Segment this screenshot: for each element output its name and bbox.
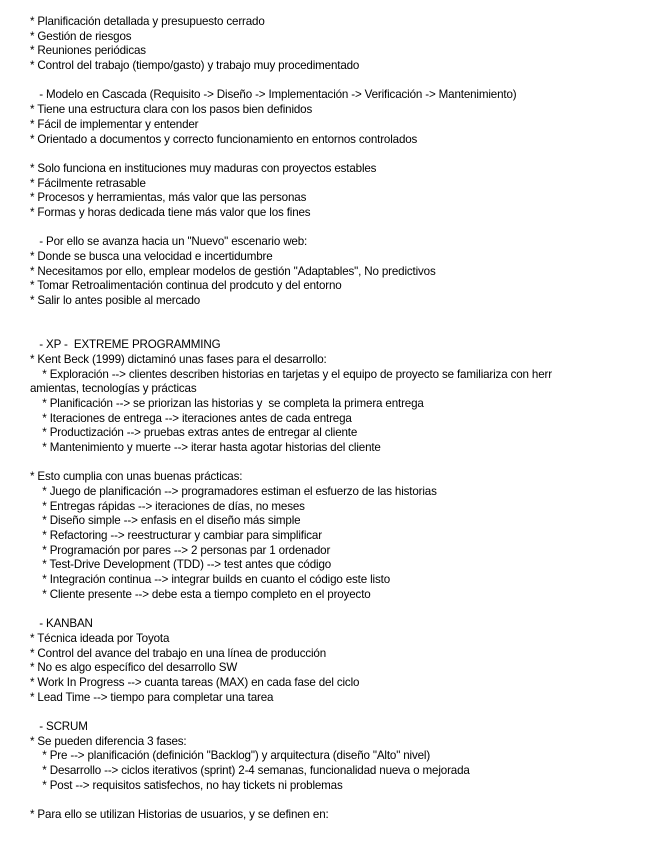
text-line: - Modelo en Cascada (Requisito -> Diseño -> Implementación -> Verificación -> Mantenimiento) [30, 88, 517, 102]
blank-line [30, 705, 655, 720]
blank-line [30, 603, 655, 618]
text-line: * Reuniones periódicas [30, 44, 146, 58]
text-line: * Work In Progress --> cuanta tareas (MAX) en cada fase del ciclo [30, 675, 360, 689]
text-line: * Refactoring --> reestructurar y cambiar para simplificar [30, 529, 322, 543]
text-line: * Kent Beck (1999) dictaminó unas fases para el desarrollo: [30, 352, 327, 366]
text-line: * Orientado a documentos y correcto funcionamiento en entornos controlados [30, 132, 418, 146]
text-line: * Lead Time --> tiempo para completar una tarea [30, 690, 274, 704]
text-line: * Programación por pares --> 2 personas par 1 ordenador [30, 543, 331, 557]
text-line: * Exploración --> clientes describen historias en tarjetas y el equipo de proyecto se familiariza con herr [30, 367, 552, 381]
text-line: * Procesos y herramientas, más valor que las personas [30, 191, 307, 205]
text-line: * Cliente presente --> debe esta a tiempo completo en el proyecto [30, 587, 371, 601]
text-line: * Fácilmente retrasable [30, 176, 146, 190]
text-line: * Tiene una estructura clara con los pasos bien definidos [30, 103, 313, 117]
text-line: * Mantenimiento y muerte --> iterar hasta agotar historias del cliente [30, 440, 381, 454]
text-line: * Planificación --> se priorizan las historias y se completa la primera entrega [30, 396, 424, 410]
text-line: * Formas y horas dedicada tiene más valor que los fines [30, 205, 311, 219]
blank-line [30, 793, 655, 808]
text-line: * Entregas rápidas --> iteraciones de días, no meses [30, 499, 305, 513]
text-line: - XP - EXTREME PROGRAMMING [30, 338, 221, 352]
document-text [30, 15, 655, 823]
text-line: * Esto cumplia con unas buenas prácticas: [30, 470, 243, 484]
text-line: * Donde se busca una velocidad e incertidumbre [30, 250, 273, 263]
text-line: * Productización --> pruebas extras antes de entregar al cliente [30, 426, 358, 440]
text-line: * Control del avance del trabajo en una línea de producción [30, 646, 327, 660]
text-line: * Salir lo antes posible al mercado [30, 294, 201, 308]
blank-line [30, 147, 655, 162]
text-line: - KANBAN [30, 617, 93, 631]
text-line: * Diseño simple --> enfasis en el diseño más simple [30, 514, 301, 528]
blank-line [30, 456, 655, 471]
text-line: * Tomar Retroalimentación continua del prodcuto y del entorno [30, 279, 342, 293]
text-line: * Se pueden diferencia 3 fases: [30, 734, 187, 748]
text-line: - Por ello se avanza hacia un "Nuevo" escenario web: [30, 235, 308, 249]
text-line: amientas, tecnologías y prácticas [30, 382, 197, 396]
text-line: * Desarrollo --> ciclos iterativos (sprint) 2-4 semanas, funcionalidad nueva o mejorada [30, 764, 470, 778]
blank-line [30, 323, 655, 338]
text-line: * No es algo específico del desarrollo SW [30, 661, 238, 675]
blank-line [30, 74, 655, 89]
text-line: * Para ello se utilizan Historias de usuarios, y se definen en: [30, 808, 329, 822]
text-line: * Gestión de riesgos [30, 29, 132, 43]
text-line: * Control del trabajo (tiempo/gasto) y trabajo muy procedimentado [30, 59, 360, 73]
text-line: * Integración continua --> integrar builds en cuanto el código este listo [30, 573, 390, 587]
text-line: * Solo funciona en instituciones muy maduras con proyectos estables [30, 161, 377, 175]
blank-line [30, 309, 655, 324]
text-line: * Juego de planificación --> programadores estiman el esfuerzo de las historias [30, 485, 437, 498]
text-line: - SCRUM [30, 720, 88, 733]
blank-line [30, 221, 655, 236]
text-line: * Post --> requisitos satisfechos, no hay tickets ni problemas [30, 778, 343, 792]
text-line: * Planificación detallada y presupuesto cerrado [30, 15, 265, 28]
text-line: * Pre --> planificación (definición "Backlog") y arquitectura (diseño "Alto" nivel) [30, 749, 431, 763]
text-line: * Fácil de implementar y entender [30, 117, 199, 131]
text-line: * Necesitamos por ello, emplear modelos de gestión "Adaptables", No predictivos [30, 264, 436, 278]
text-line: * Técnica ideada por Toyota [30, 631, 170, 645]
text-line: * Iteraciones de entrega --> iteraciones antes de cada entrega [30, 411, 352, 425]
text-line: * Test-Drive Development (TDD) --> test antes que código [30, 558, 332, 572]
